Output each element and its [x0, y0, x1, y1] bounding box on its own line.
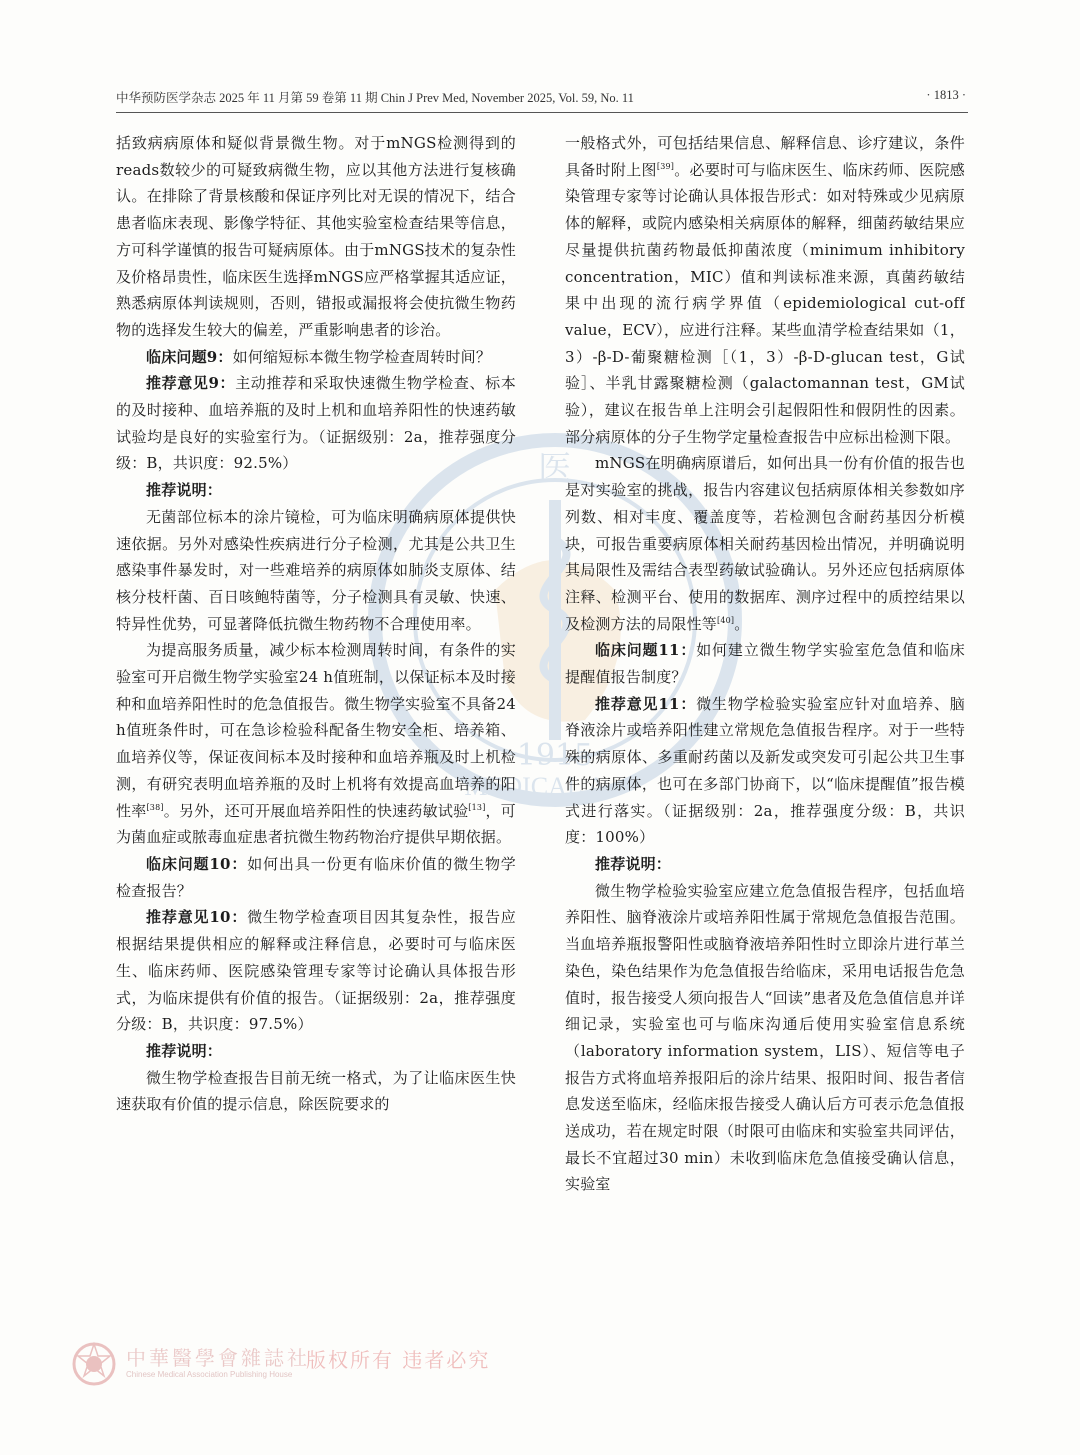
paragraph: 微生物学检查报告目前无统一格式，为了让临床医生快速获取有价值的提示信息，除医院要求的 — [116, 1068, 516, 1114]
recommendation-10 — [116, 904, 516, 1038]
recommendation-label: 推荐意见11： — [595, 694, 697, 713]
watermark-char: 医 — [538, 449, 572, 489]
journal-citation: 中华预防医学杂志 2025 年 11 月第 59 卷第 11 期 Chin J Prev Med, November 2025, Vol. 59, No. 11 — [116, 91, 634, 105]
clinical-question-10 — [116, 851, 516, 904]
recommendation-note-heading: 推荐说明： — [595, 854, 672, 873]
citation-ref: [13] — [468, 802, 486, 812]
paragraph-text: mNGS在明确病原谱后，如何出具一份有价值的报告也是对实验室的挑战，报告内容建议包括病原体相关参数如序列数、相对丰度、覆盖度等，若检测包含耐药基因分析模块，可报告重要病原体相关耐药基因检出情况，并明确说明其局限性及需结合表型药敏试验确认。另外还应包括病原体注释、检测平台、使用的数据库、测序过程中的质控结果以及检测方法的局限性等 — [565, 454, 965, 633]
question-label: 临床问题11： — [595, 641, 697, 660]
paragraph-text: 。另外，还可开展血培养阳性的快速药敏试验 — [163, 801, 469, 820]
paragraph — [565, 130, 965, 450]
recommendation-text: 主动推荐和采取快速微生物学检查、标本的及时接种、血培养瓶的及时上机和血培养阳性的快速药敏试验均是良好的实验室行为。（证据级别：2a，推荐强度分级：B，共识度：92.5%） — [116, 374, 516, 473]
publisher-name: 中華醫學會雜誌社 — [126, 1346, 310, 1370]
paragraph-text: 。必要时可与临床医生、临床药师、医院感染管理专家等讨论确认具体报告形式：如对特殊或少见病原体的解释，或院内感染相关病原体的解释，细菌药敏结果应尽量提供抗菌药物最低抑菌浓度（minimum inhibitory concentration，MIC）值和判读标准来源，真菌药敏结果中出现的流行病学界值（epidemiological cut-off value，ECV），应进行注释。某些血清学检查结果如（1，3）-β-D-葡聚糖检测［（1，3）-β-D-glucan test，G试验］、半乳甘露聚糖检测（galactomannan test，GM试验），建议在报告单上注明会引起假阳性和假阴性的因素。部分病原体的分子生物学定量检查报告中应标出检测下限。 — [565, 160, 965, 446]
recommendation-note-heading: 推荐说明： — [146, 481, 223, 500]
paragraph-text: 一般格式外，可包括结果信息、解释信息、诊疗建议，条件具备时附上图 — [565, 134, 965, 179]
citation-ref: [39] — [656, 161, 675, 171]
paragraph-text: ，可为菌血症或脓毒血症患者抗微生物药物治疗提供早期依据。 — [116, 801, 516, 847]
publisher-footer-watermark — [70, 1340, 530, 1390]
recommendation-text: 微生物学检验实验室应针对血培养、脑脊液涂片或培养阳性建立常规危急值报告程序。对于一些特殊的病原体、多重耐药菌以及新发或突发可引起公共卫生事件的病原体，也可在多部门协商下，以“临床提醒值”报告模式进行落实。（证据级别：2a，推荐强度分级：B，共识度：100%） — [565, 694, 965, 847]
publisher-name-en: Chinese Medical Association Publishing House — [126, 1370, 293, 1379]
running-header — [116, 88, 966, 110]
question-text: 如何缩短标本微生物学检查周转时间？ — [232, 347, 492, 366]
question-label: 临床问题9： — [146, 347, 233, 366]
watermark-arc-text: MEDICAL A — [464, 772, 606, 801]
recommendation-9 — [116, 370, 516, 477]
recommendation-text: 微生物学检查项目因其复杂性，报告应根据结果提供相应的解释或注释信息，必要时可与临床医生、临床药师、医院感染管理专家等讨论确认具体报告形式，为临床提供有价值的报告。（证据级别：2a，推荐强度分级：B，共识度：97.5%） — [116, 908, 516, 1034]
citation-ref: [40] — [717, 615, 735, 625]
paragraph: 无菌部位标本的涂片镜检，可为临床明确病原体提供快速依据。另外对感染性疾病进行分子检测，尤其是公共卫生感染事件暴发时，对一些难培养的病原体如肺炎支原体、结核分枝杆菌、百日咳鲍特菌等，分子检测具有灵敏、快速、特异性优势，可显著降低抗微生物药物不合理使用率。 — [116, 507, 516, 633]
watermark-year: 1915 — [516, 738, 594, 773]
paragraph — [116, 637, 516, 851]
question-text: 如何建立微生物学实验室危急值和临床提醒值报告制度？ — [565, 641, 965, 687]
question-text: 如何出具一份更有临床价值的微生物学检查报告？ — [116, 854, 516, 900]
citation-ref: [38] — [146, 802, 164, 812]
paragraph: 括致病病原体和疑似背景微生物。对于mNGS检测得到的reads数较少的可疑致病微生物，应以其他方法进行复核确认。在排除了背景核酸和保证序列比对无误的情况下，结合患者临床表现、影像学特征、其他实验室检查结果等信息，方可科学谨慎的报告可疑病原体。由于mNGS技术的复杂性及价格昂贵性，临床医生选择mNGS应严格掌握其适应证，熟悉病原体判读规则，否则，错报或漏报将会使抗微生物药物的选择发生较大的偏差，严重影响患者的诊治。 — [116, 134, 516, 339]
clinical-question-9 — [116, 344, 516, 371]
recommendation-label: 推荐意见9： — [146, 374, 236, 393]
recommendation-11 — [565, 691, 965, 851]
paragraph: 微生物学检验实验室应建立危急值报告程序，包括血培养阳性、脑脊液涂片或培养阳性属于常规危急值报告范围。当血培养瓶报警阳性或脑脊液培养阳性时立即涂片进行革兰染色，染色结果作为危急值报告给临床，采用电话报告危急值时，报告接受人须向报告人“回读”患者及危急值信息并详细记录，实验室也可与临床沟通后使用实验室信息系统（laboratory information system，LIS）、短信等电子报告方式将血培养报阳后的涂片结果、报阳时间、报告者信息发送至临床，经临床报告接受人确认后方可表示危急值报送成功，若在规定时限（时限可由临床和实验室共同评估，最长不宜超过30 min）未收到临床危急值接受确认信息，实验室 — [565, 881, 965, 1194]
copyright-slogan: 版权所有 违者必究 — [306, 1348, 491, 1372]
clinical-question-11 — [565, 637, 965, 690]
paragraph — [565, 450, 965, 637]
question-label: 临床问题10： — [146, 854, 248, 873]
header-rule — [116, 112, 968, 113]
recommendation-note-heading: 推荐说明： — [146, 1041, 223, 1060]
right-column — [565, 130, 965, 1390]
paragraph-text: 。 — [734, 614, 750, 633]
publisher-logo-icon — [70, 1340, 118, 1388]
left-column — [116, 130, 516, 1390]
page-number: · 1813 · — [926, 88, 966, 102]
recommendation-label: 推荐意见10： — [146, 908, 248, 927]
paragraph-text: 为提高服务质量，减少标本检测周转时间，有条件的实验室可开启微生物学实验室24 h值班制，以保证标本及时接种和血培养阳性时的危急值报告。微生物学实验室不具备24 h值班条件时，可在急诊检验科配备生物安全柜、培养箱、血培养仪等，保证夜间标本及时接种和血培养瓶及时上机检测，有研究表明血培养瓶的及时上机将有效提高血培养的阳性率 — [116, 641, 516, 820]
